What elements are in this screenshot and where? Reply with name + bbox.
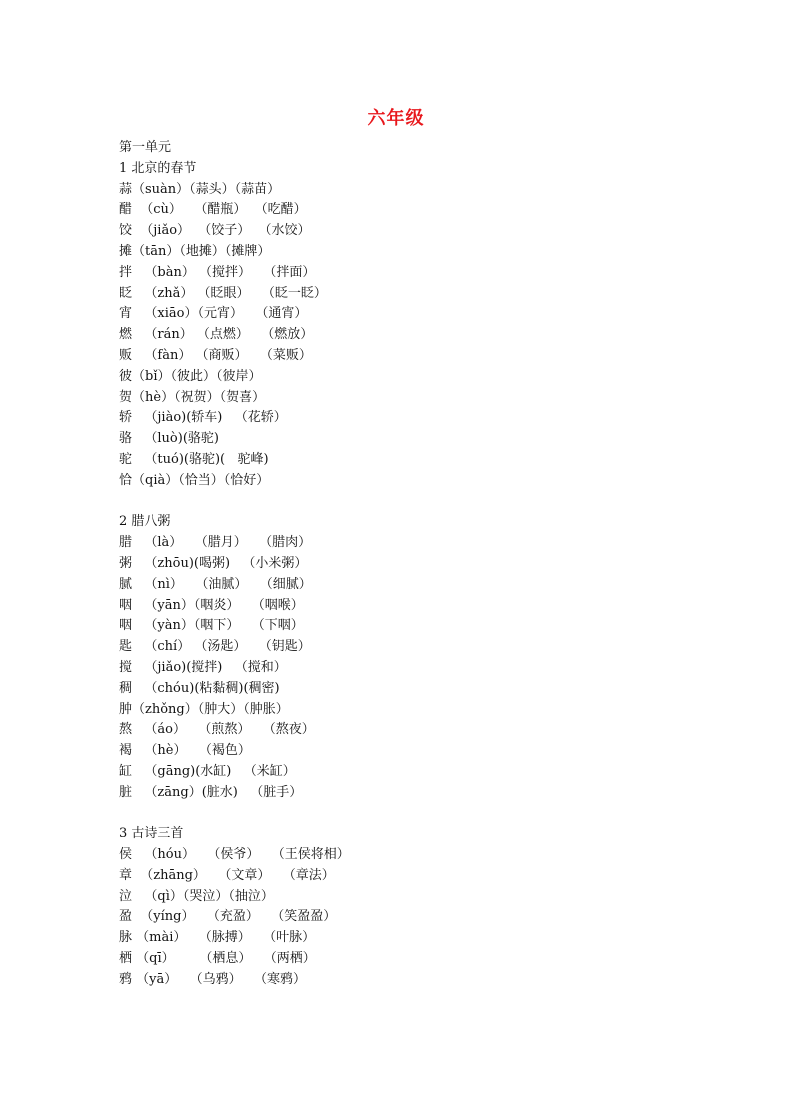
- vocab-line: 栖 （qī） （栖息） （两栖）: [119, 951, 316, 967]
- lesson-heading: 3 古诗三首: [119, 826, 184, 842]
- vocab-line: 宵 （xiāo）（元宵） （通宵）: [119, 306, 308, 322]
- vocab-line: 稠 （chóu)(粘黏稠)(稠密): [119, 680, 280, 696]
- vocab-line: 腊 （là） （腊月） （腊肉）: [119, 535, 312, 551]
- vocab-line: 恰（qià）（恰当）（恰好）: [119, 472, 270, 488]
- vocab-line: 彼（bǐ）（彼此）（彼岸）: [119, 368, 262, 384]
- vocab-line: 蒜（suàn）（蒜头）（蒜苗）: [119, 181, 281, 197]
- vocab-line: 缸 （gāng)(水缸) （米缸）: [119, 763, 296, 779]
- vocab-line: 搅 （jiǎo)(搅拌) （搅和）: [119, 659, 287, 675]
- vocab-line: 摊（tān）（地摊）（摊牌）: [119, 243, 271, 259]
- vocab-line: 驼 （tuó)(骆驼)( 驼峰): [119, 451, 269, 467]
- unit-heading: 第一单元: [119, 140, 172, 155]
- vocab-line: 脉 （mài） （脉搏） （叶脉）: [119, 930, 316, 946]
- vocab-line: 泣 （qì）（哭泣）（抽泣）: [119, 888, 274, 904]
- vocab-line: 饺 （jiǎo） （饺子） （水饺）: [119, 223, 311, 239]
- page-title: 六年级: [367, 108, 425, 129]
- vocab-line: 咽 （yàn）（咽下） （下咽）: [119, 618, 304, 634]
- lesson-heading: 2 腊八粥: [119, 514, 171, 530]
- vocab-line: 侯 （hóu） （侯爷） （王侯将相）: [119, 847, 350, 863]
- vocab-line: 脏 （zāng）(脏水) （脏手）: [119, 784, 303, 800]
- vocab-line: 咽 （yān）（咽炎） （咽喉）: [119, 597, 304, 613]
- section-spacer: [119, 804, 679, 825]
- vocab-line: 熬 （áo） （煎熬） （熬夜）: [119, 722, 315, 738]
- vocab-line: 醋 （cù） （醋瓶） （吃醋）: [119, 202, 307, 218]
- vocab-line: 拌 （bàn） （搅拌） （拌面）: [119, 264, 316, 280]
- vocab-line: 鸦 （yā） （乌鸦） （寒鸦）: [119, 971, 307, 987]
- lesson-heading: 1 北京的春节: [119, 160, 197, 176]
- vocab-line: 肿（zhǒng）（肿大）（肿胀）: [119, 701, 289, 717]
- vocab-line: 匙 （chí） （汤匙） （钥匙）: [119, 639, 311, 655]
- lesson-section: [119, 824, 679, 990]
- lesson-section: [119, 159, 679, 492]
- vocab-line: 贺（hè）（祝贺）（贺喜）: [119, 389, 266, 405]
- vocabulary-list: [119, 138, 679, 991]
- vocab-line: 燃 （rán） （点燃） （燃放）: [119, 327, 314, 343]
- section-spacer: [119, 492, 679, 513]
- vocab-line: 盈 （yíng） （充盈） （笑盈盈）: [119, 909, 337, 925]
- vocab-line: 粥 （zhōu)(喝粥) （小米粥）: [119, 555, 308, 571]
- vocab-line: 章 （zhāng） （文章） （章法）: [119, 867, 335, 883]
- vocab-line: 骆 （luò)(骆驼): [119, 431, 219, 447]
- vocab-line: 眨 （zhǎ） （眨眼） （眨一眨）: [119, 285, 327, 301]
- vocab-line: 贩 （fàn） （商贩） （菜贩）: [119, 347, 312, 363]
- vocab-line: 腻 （nì） （油腻） （细腻）: [119, 576, 312, 592]
- vocab-line: 轿 （jiào)(轿车) （花轿）: [119, 410, 287, 426]
- vocab-line: 褐 （hè） （褐色）: [119, 743, 251, 759]
- lesson-section: [119, 512, 679, 803]
